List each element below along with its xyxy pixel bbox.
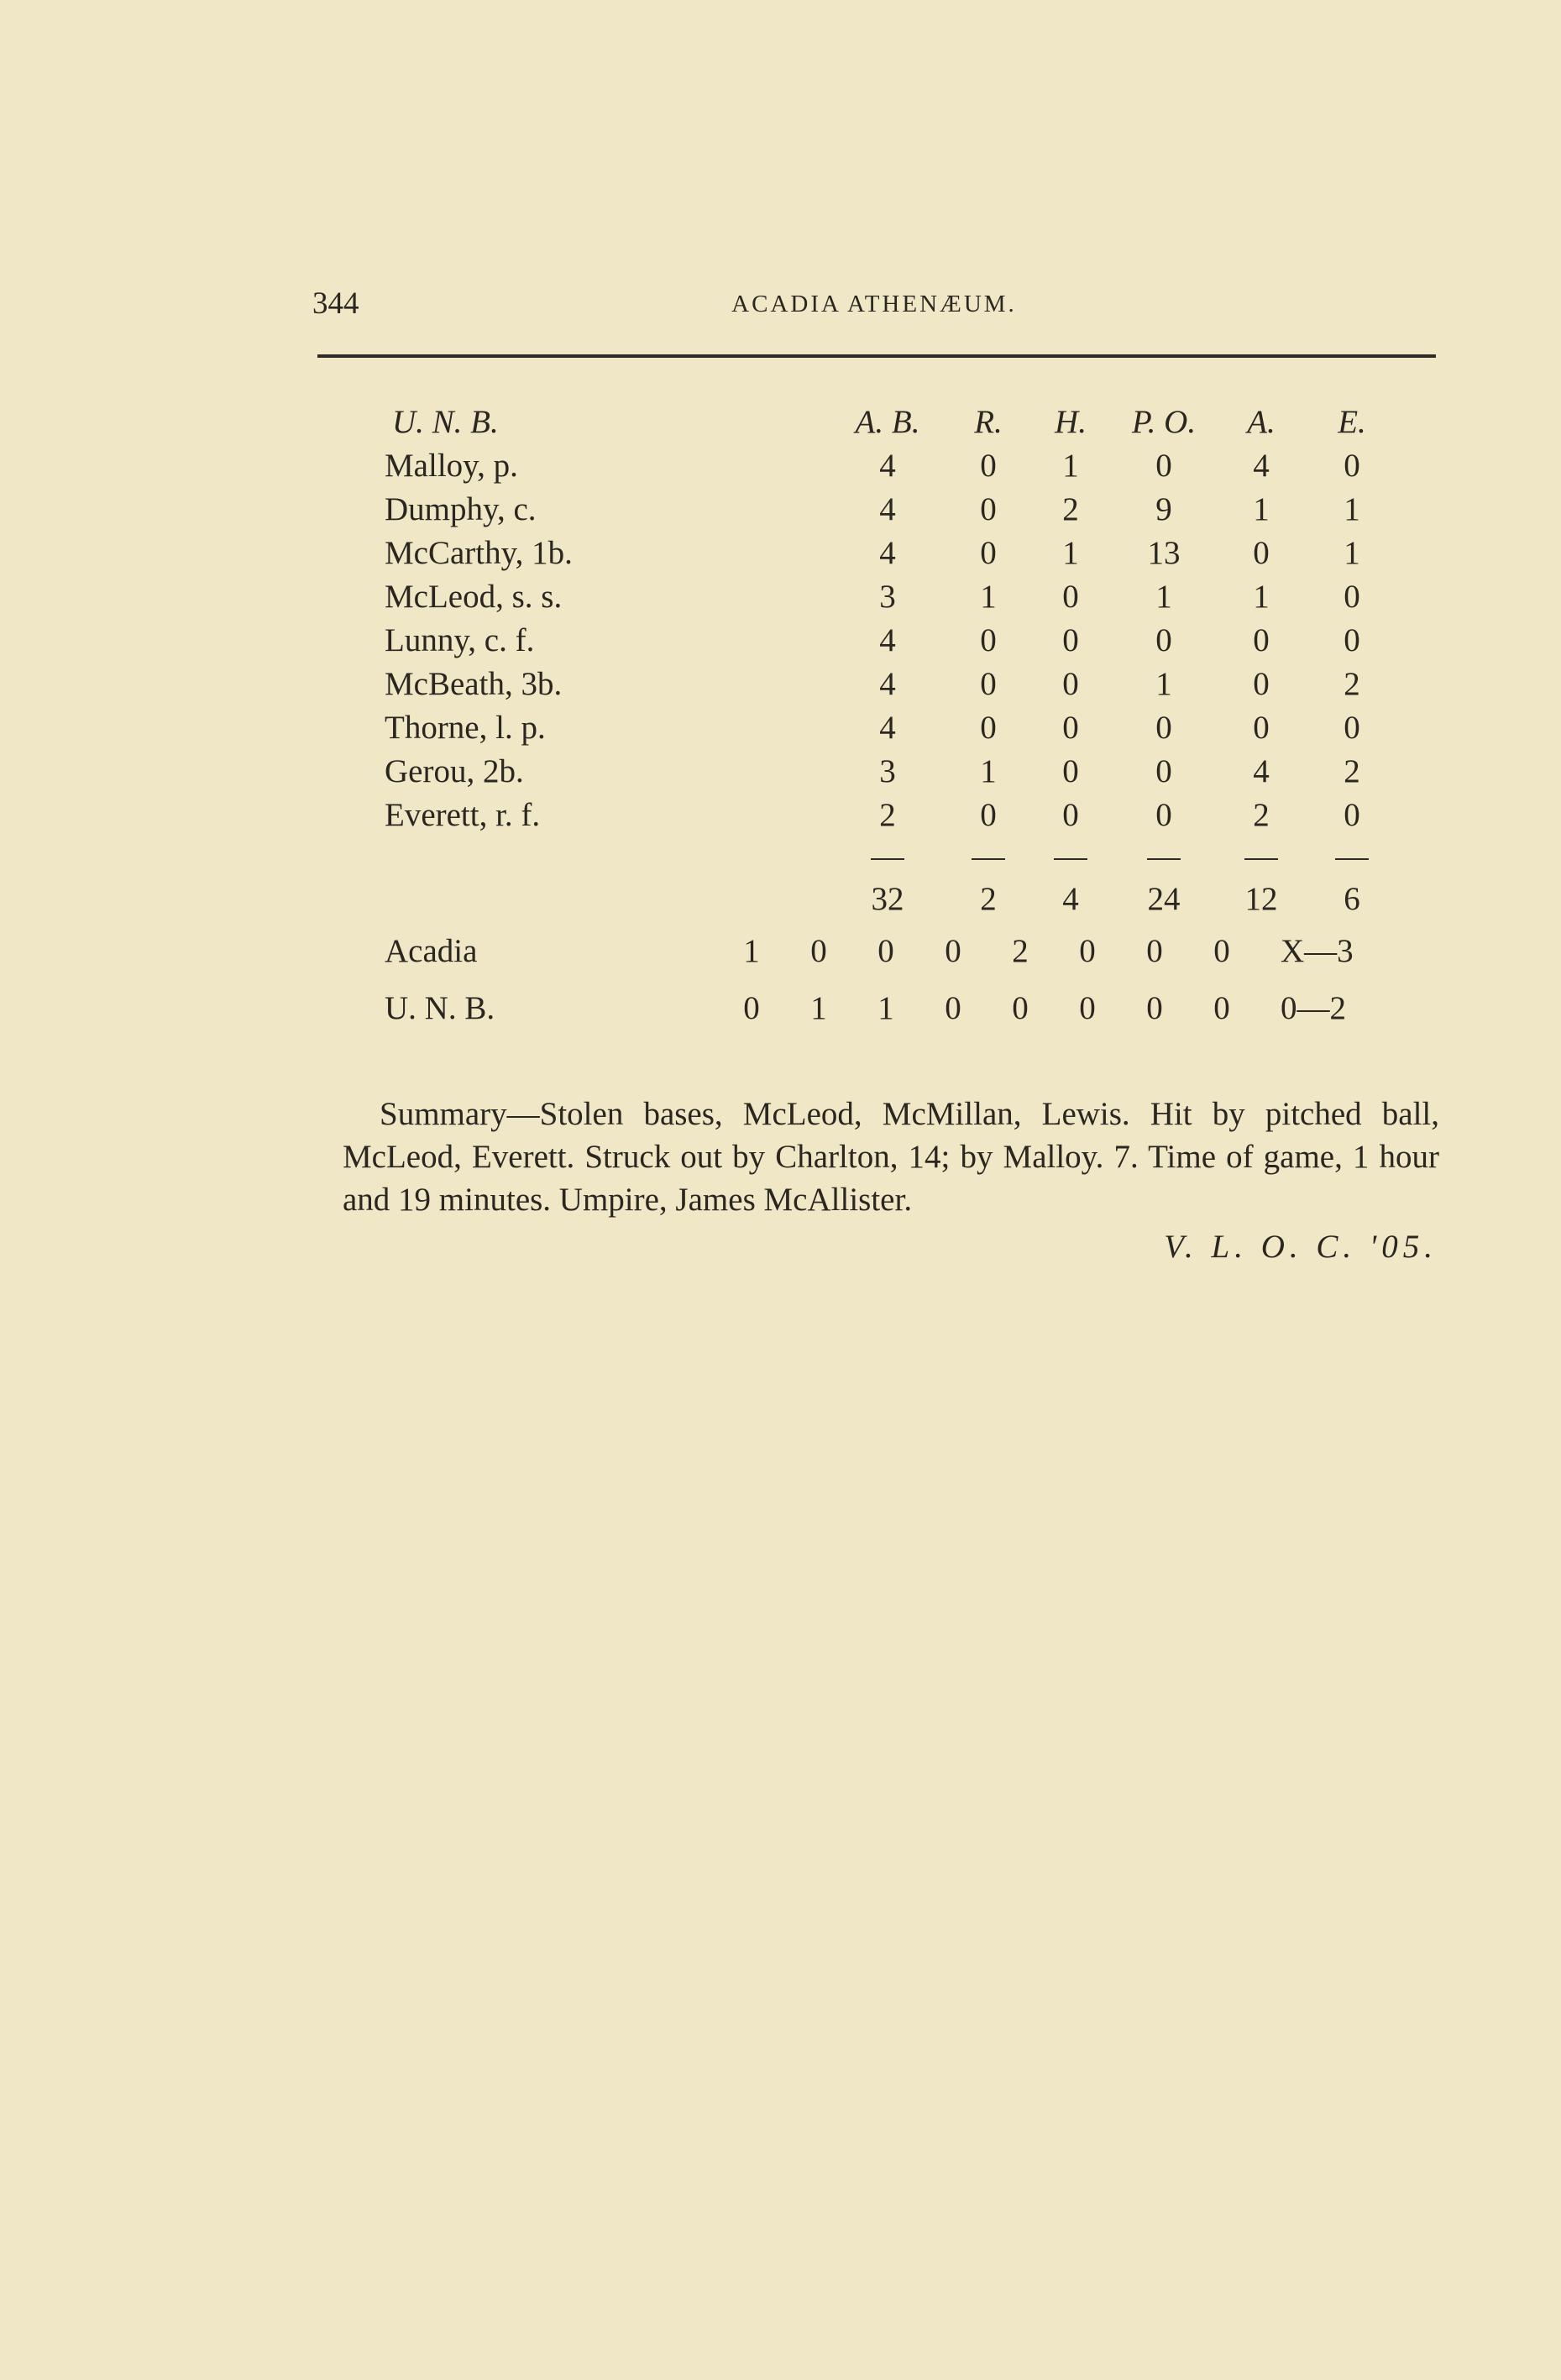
table-row	[382, 796, 1373, 840]
totals-row	[382, 880, 1373, 932]
table-row	[382, 709, 1373, 752]
total-dash	[972, 858, 1005, 860]
player-name: Gerou, 2b.	[385, 753, 524, 789]
inning-run: 1	[877, 990, 894, 1026]
game-summary: Summary—Stolen bases, McLeod, McMillan, Lewis. Hit by pitched ball, McLeod, Everett. Struck out by Charlton, 14; by Malloy. 7. Time of game, 1 hour and 19 minutes. Umpire, James McAllister.	[343, 1096, 1439, 1218]
stat-cell: 4	[879, 710, 896, 746]
table-row	[382, 578, 1373, 621]
stat-cell: 0	[1253, 666, 1270, 702]
stat-cell: 1	[1253, 491, 1270, 527]
total-dash	[1335, 858, 1369, 860]
column-header: P. O.	[1131, 404, 1197, 440]
stat-cell: 1	[1155, 579, 1172, 615]
stat-cell: 0	[980, 797, 997, 833]
stat-cell: 0	[1344, 797, 1360, 833]
author-signature: V. L. O. C. '05.	[1164, 1229, 1438, 1265]
stat-cell: 0	[1155, 753, 1172, 789]
player-name: Malloy, p.	[385, 448, 518, 484]
running-head: ACADIA ATHENÆUM.	[731, 291, 1017, 317]
stat-cell: 1	[1253, 579, 1270, 615]
stat-cell: 4	[1253, 753, 1270, 789]
stat-cell: 0	[980, 535, 997, 571]
inning-run: 0	[877, 933, 894, 969]
stat-cell: 0	[1344, 710, 1360, 746]
stat-cell: 1	[1062, 448, 1079, 484]
stat-cell: 0	[1062, 666, 1079, 702]
stat-cell: 0	[980, 448, 997, 484]
table-row	[382, 621, 1373, 665]
stat-cell: 0	[980, 666, 997, 702]
box-score-table	[382, 403, 1373, 932]
inning-run: 1	[810, 990, 827, 1026]
total-cell: 2	[980, 881, 997, 917]
stat-cell: 1	[1344, 535, 1360, 571]
stat-cell: 0	[1062, 797, 1079, 833]
stat-cell: 0	[1062, 622, 1079, 658]
total-dash	[871, 858, 904, 860]
column-header: R.	[974, 404, 1003, 440]
inning-run: 2	[1012, 933, 1029, 969]
stat-cell: 0	[1155, 797, 1172, 833]
total-dash	[1147, 858, 1181, 860]
stat-cell: 4	[879, 622, 896, 658]
inning-run: 0	[810, 933, 827, 969]
stat-cell: 4	[879, 666, 896, 702]
table-row	[382, 490, 1373, 534]
stat-cell: 0	[1062, 579, 1079, 615]
total-dash	[1054, 858, 1087, 860]
innings-team: U. N. B.	[385, 990, 495, 1026]
inning-run: 0	[1213, 933, 1230, 969]
stat-cell: 0	[980, 622, 997, 658]
stat-cell: 0	[1344, 579, 1360, 615]
inning-run: 0	[1213, 990, 1230, 1026]
stat-cell: 0	[1253, 535, 1270, 571]
stat-cell: 4	[879, 535, 896, 571]
totals-rule-row	[382, 840, 1373, 880]
stat-cell: 4	[879, 448, 896, 484]
stat-cell: 0	[1155, 448, 1172, 484]
stat-cell: 2	[879, 797, 896, 833]
team-heading: U. N. B.	[392, 404, 499, 440]
inning-run: 0	[945, 990, 961, 1026]
inning-run: 0	[1146, 933, 1163, 969]
inning-run: 0	[1079, 933, 1096, 969]
final-score: 0—2	[1281, 990, 1346, 1026]
player-name: McCarthy, 1b.	[385, 535, 573, 571]
stat-cell: 2	[1344, 753, 1360, 789]
player-name: Everett, r. f.	[385, 797, 541, 833]
stat-cell: 9	[1155, 491, 1172, 527]
stat-cell: 4	[1253, 448, 1270, 484]
total-cell: 24	[1147, 881, 1181, 917]
stat-cell: 0	[1344, 448, 1360, 484]
stat-cell: 1	[980, 579, 997, 615]
stat-cell: 13	[1147, 535, 1181, 571]
total-cell: 32	[871, 881, 904, 917]
stat-cell: 0	[1253, 622, 1270, 658]
inning-run: 0	[1012, 990, 1029, 1026]
stat-cell: 0	[1344, 622, 1360, 658]
header-rule	[317, 354, 1436, 358]
stat-cell: 3	[879, 579, 896, 615]
stat-cell: 1	[980, 753, 997, 789]
innings-row	[382, 989, 1390, 1046]
stat-cell: 0	[1062, 753, 1079, 789]
stat-cell: 0	[1062, 710, 1079, 746]
column-header: E.	[1338, 404, 1366, 440]
table-row	[382, 447, 1373, 490]
stat-cell: 1	[1062, 535, 1079, 571]
page-number: 344	[312, 286, 359, 321]
total-cell: 12	[1244, 881, 1278, 917]
table-row	[382, 752, 1373, 796]
table-header-row	[382, 403, 1373, 447]
stat-cell: 2	[1062, 491, 1079, 527]
table-row	[382, 665, 1373, 709]
inning-run: 0	[1146, 990, 1163, 1026]
stat-cell: 2	[1253, 797, 1270, 833]
player-name: Dumphy, c.	[385, 491, 537, 527]
stat-cell: 0	[1155, 710, 1172, 746]
stat-cell: 0	[1155, 622, 1172, 658]
total-cell: 6	[1344, 881, 1360, 917]
inning-run: 0	[743, 990, 760, 1026]
player-name: Thorne, l. p.	[385, 710, 546, 746]
stat-cell: 0	[980, 491, 997, 527]
stat-cell: 4	[879, 491, 896, 527]
player-name: McLeod, s. s.	[385, 579, 563, 615]
stat-cell: 3	[879, 753, 896, 789]
inning-run: 0	[1079, 990, 1096, 1026]
column-header: A. B.	[855, 404, 920, 440]
column-header: A.	[1247, 404, 1276, 440]
table-row	[382, 534, 1373, 578]
page-header	[312, 286, 1436, 328]
innings-line-score	[382, 932, 1390, 1046]
inning-run: 1	[743, 933, 760, 969]
stat-cell: 0	[1253, 710, 1270, 746]
final-score: X—3	[1281, 933, 1354, 969]
innings-row	[382, 932, 1390, 989]
stat-cell: 0	[980, 710, 997, 746]
stat-cell: 1	[1155, 666, 1172, 702]
column-header: H.	[1055, 404, 1087, 440]
player-name: McBeath, 3b.	[385, 666, 563, 702]
player-name: Lunny, c. f.	[385, 622, 535, 658]
total-dash	[1244, 858, 1278, 860]
stat-cell: 2	[1344, 666, 1360, 702]
player-rows	[382, 447, 1373, 840]
inning-run: 0	[945, 933, 961, 969]
stat-cell: 1	[1344, 491, 1360, 527]
innings-team: Acadia	[385, 933, 478, 969]
total-cell: 4	[1062, 881, 1079, 917]
